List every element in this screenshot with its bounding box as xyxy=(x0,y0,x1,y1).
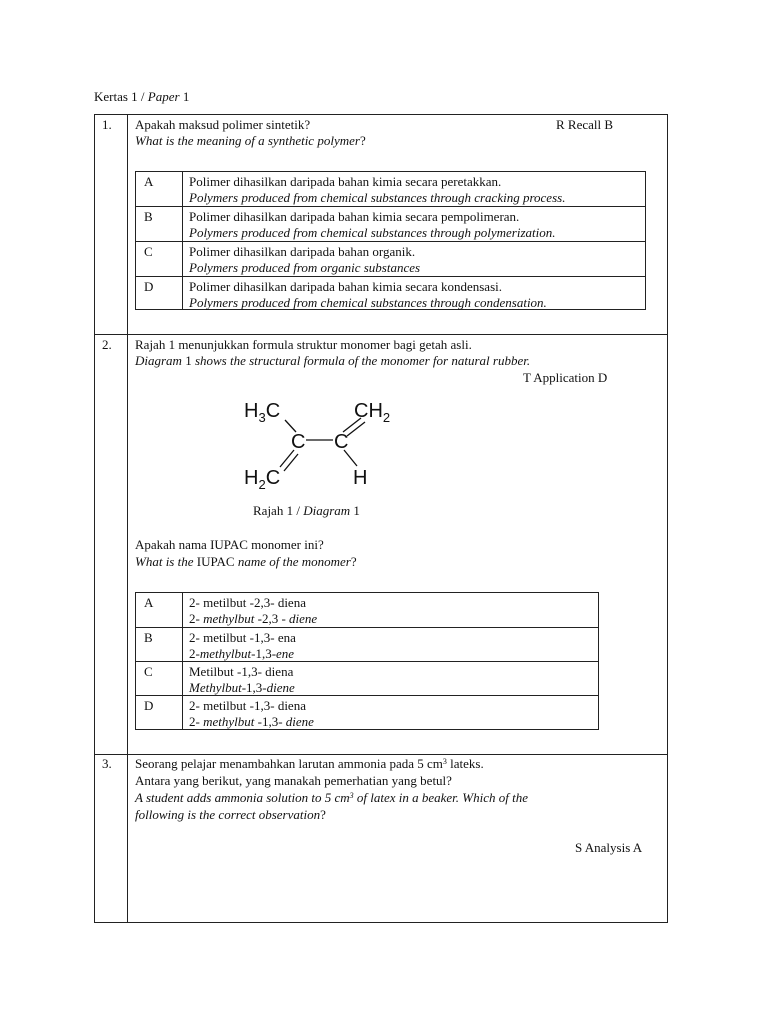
diagram-caption xyxy=(253,503,360,519)
option-text-ms: 2- metilbut -1,3- diena xyxy=(189,698,306,713)
header-paper: Paper xyxy=(147,89,180,104)
option-row xyxy=(136,662,598,696)
h2c-group: $H_2C$ xyxy=(244,467,281,492)
header-num: 1 xyxy=(179,89,190,104)
question-line-4 xyxy=(135,807,326,823)
option-row xyxy=(136,242,645,277)
option-text-ms: Polimer dihasilkan daripada bahan kimia secara peretakkan. xyxy=(189,174,502,189)
number-column-divider xyxy=(127,114,128,923)
line4-mark: ? xyxy=(320,807,326,822)
option-text-ms: Metilbut -1,3- diena xyxy=(189,664,294,679)
hydrogen-atom: H xyxy=(353,467,368,489)
table-top-border xyxy=(94,114,668,115)
question-line-3 xyxy=(135,790,528,806)
question-en-mark: ? xyxy=(350,554,357,569)
question-number: 1. xyxy=(102,117,112,132)
intro-en-diagram: Diagram xyxy=(135,353,182,368)
option-text-en: Polymers produced from organic substances xyxy=(189,260,421,275)
line1-superscript: 3 xyxy=(442,757,447,766)
option-row xyxy=(136,593,598,628)
question-en-text: What is the meaning of a synthetic polymer xyxy=(135,133,360,148)
question-text-ms: Apakah maksud polimer sintetik? xyxy=(135,117,311,132)
option-label: D xyxy=(144,698,154,713)
option-text-en: Polymers produced from chemical substances through condensation. xyxy=(189,295,547,310)
options-table xyxy=(135,592,599,730)
question-tag: T Application D xyxy=(523,370,608,385)
line3-text: A student adds ammonia solution to 5 cm xyxy=(135,790,350,805)
row-divider-1 xyxy=(94,334,668,335)
line1-text: Seorang pelajar menambahkan larutan ammonia pada 5 cm xyxy=(135,756,443,771)
option-text-en: Polymers produced from chemical substances through polymerization. xyxy=(189,225,556,240)
option-text-ms: 2- metilbut -1,3- ena xyxy=(189,630,296,645)
option-text-en: Methylbut-1,3-diene xyxy=(189,680,295,695)
option-label: D xyxy=(144,279,154,294)
option-text-ms: Polimer dihasilkan daripada bahan kimia secara pempolimeran. xyxy=(189,209,520,224)
option-row xyxy=(136,207,645,242)
question-tag: S Analysis A xyxy=(575,840,643,855)
carbon-left: C xyxy=(291,431,306,453)
double-bond-h2c-b xyxy=(284,454,298,471)
ch2-group: $CH_2$ xyxy=(354,400,391,425)
line4-text: following is the correct observation xyxy=(135,807,321,822)
row-divider-2 xyxy=(94,754,668,755)
line1-end: lateks. xyxy=(446,756,484,771)
table-left-border xyxy=(94,114,95,923)
option-row xyxy=(136,277,645,311)
option-label: A xyxy=(144,595,154,610)
intro-en-text: shows the structural formula of the monomer for natural rubber. xyxy=(194,353,531,368)
question-intro-ms: Rajah 1 menunjukkan formula struktur monomer bagi getah asli. xyxy=(135,337,472,352)
option-text-en: 2- methylbut -2,3 - diene xyxy=(189,611,318,626)
table-bottom-border xyxy=(94,922,668,923)
option-label: B xyxy=(144,209,153,224)
question-number: 3. xyxy=(102,756,112,771)
question-text-en xyxy=(135,133,366,149)
line3-superscript: 3 xyxy=(349,791,354,800)
question-en-mark: ? xyxy=(359,133,366,148)
double-bond-h2c-a xyxy=(280,450,294,467)
question-text-ms: Apakah nama IUPAC monomer ini? xyxy=(135,537,324,552)
question-line-2: Antara yang berikut, yang manakah pemerhatian yang betul? xyxy=(135,773,452,788)
option-row xyxy=(136,628,598,662)
option-row xyxy=(136,172,645,207)
question-en-a: What is the xyxy=(135,554,197,569)
header-kertas: Kertas 1 / xyxy=(94,89,148,104)
option-label: A xyxy=(144,174,154,189)
h3c-group: $H_3C$ xyxy=(244,400,281,425)
option-text-ms: Polimer dihasilkan daripada bahan kimia secara kondensasi. xyxy=(189,279,502,294)
option-label: C xyxy=(144,664,153,679)
question-intro-en xyxy=(135,353,530,369)
question-number: 2. xyxy=(102,337,112,352)
line3-end: of latex in a beaker. Which of the xyxy=(353,790,528,805)
structural-formula-diagram xyxy=(230,388,420,498)
carbon-right: C xyxy=(334,431,349,453)
table-right-border xyxy=(667,114,668,923)
caption-diagram: Diagram xyxy=(303,503,351,518)
question-line-1 xyxy=(135,756,484,772)
caption-rajah: Rajah 1 / xyxy=(253,503,304,518)
question-en-c: name of the monomer xyxy=(237,554,351,569)
bond-c-h xyxy=(344,450,357,466)
option-text-en: 2- methylbut -1,3- diene xyxy=(189,714,314,729)
option-text-en: 2-methylbut-1,3-ene xyxy=(189,646,295,661)
option-text-ms: Polimer dihasilkan daripada bahan organik. xyxy=(189,244,416,259)
paper-header xyxy=(94,89,189,105)
question-en-iupac: IUPAC xyxy=(196,554,238,569)
question-tag: R Recall B xyxy=(556,117,614,132)
option-text-ms: 2- metilbut -2,3- diena xyxy=(189,595,306,610)
options-table xyxy=(135,171,646,310)
intro-en-number: 1 xyxy=(181,353,195,368)
caption-number: 1 xyxy=(350,503,360,518)
option-label: C xyxy=(144,244,153,259)
option-text-en: Polymers produced from chemical substances through cracking process. xyxy=(189,190,566,205)
double-bond-ch2-a xyxy=(343,418,361,432)
option-label: B xyxy=(144,630,153,645)
option-row xyxy=(136,696,598,731)
question-text-en xyxy=(135,554,357,570)
double-bond-ch2-b xyxy=(347,422,365,436)
